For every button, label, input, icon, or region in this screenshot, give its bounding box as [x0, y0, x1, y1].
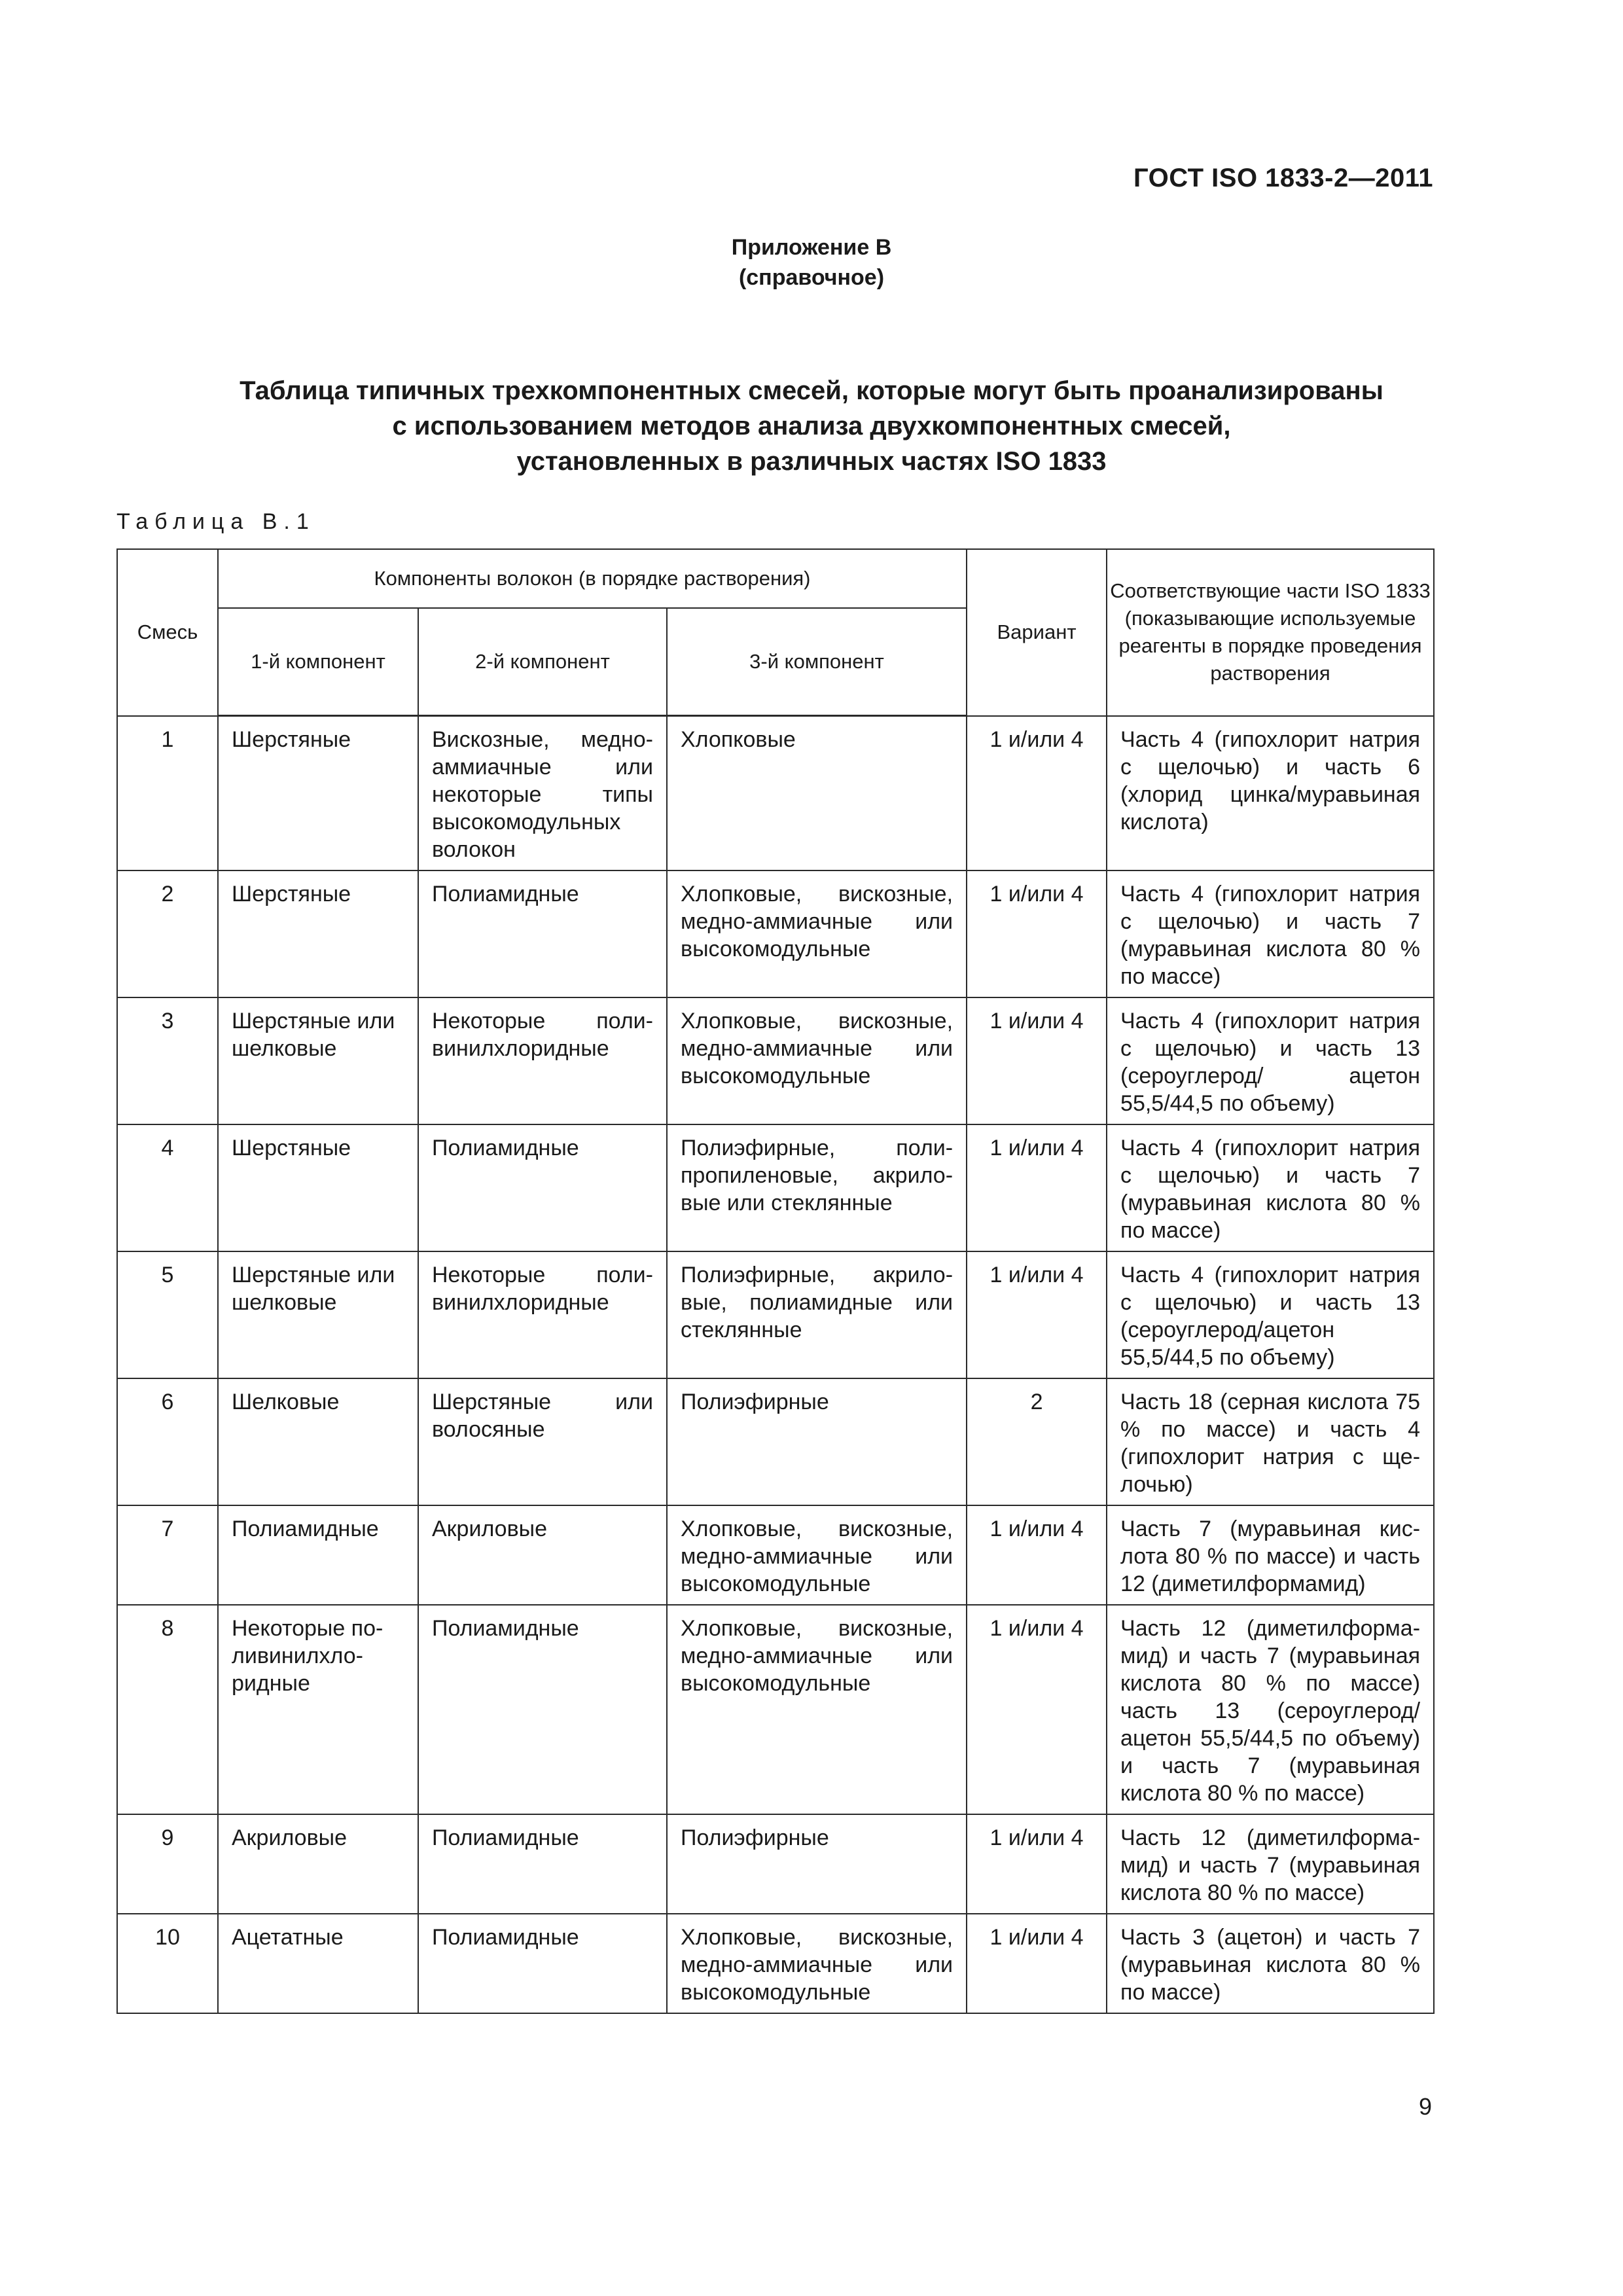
third-component-cell: Хлопковые, вискозные, медно-аммиачные или высокомодульные	[667, 1505, 967, 1605]
second-component-cell: Полиамидные	[418, 1605, 667, 1814]
table-row	[117, 1378, 1434, 1505]
second-component-cell: Полиамидные	[418, 870, 667, 997]
third-component-cell: Хлопковые, вискозные, медно-аммиачные или высокомодульные	[667, 870, 967, 997]
third-component-cell: Хлопковые, вискозные, медно-аммиачные или высокомодульные	[667, 1605, 967, 1814]
second-component-cell: Некоторые поливинилхлоридные	[418, 1251, 667, 1378]
second-component-cell: Полиамидные	[418, 1814, 667, 1914]
header-first-component: 1-й компонент	[218, 608, 418, 716]
mixture-number: 6	[117, 1378, 218, 1505]
header-third-component: 3-й компонент	[667, 608, 967, 716]
third-component-cell: Полиэфирные, полипропиленовые, акриловые или стеклянные	[667, 1124, 967, 1251]
variant-cell: 2	[967, 1378, 1107, 1505]
mixture-number: 7	[117, 1505, 218, 1605]
first-component-cell: Ацетатные	[218, 1914, 418, 2013]
header-components-group: Компоненты волокон (в порядке растворения)	[218, 549, 967, 608]
mixture-number: 5	[117, 1251, 218, 1378]
iso-parts-cell: Часть 3 (ацетон) и часть 7 (муравьиная кислота 80 % по массе)	[1107, 1914, 1434, 2013]
third-component-cell: Хлопковые, вискозные, медно-аммиачные или высокомодульные	[667, 1914, 967, 2013]
page-number: 9	[1418, 2093, 1432, 2120]
table-row	[117, 1605, 1434, 1814]
mixture-number: 8	[117, 1605, 218, 1814]
iso-parts-cell: Часть 18 (серная кислота 75 % по массе) и часть 4 (гипохлорит натрия с щелочью)	[1107, 1378, 1434, 1505]
first-component-cell: Шерстяные	[218, 870, 418, 997]
variant-cell: 1 и/или 4	[967, 1605, 1107, 1814]
first-component-cell: Шерстяные	[218, 1124, 418, 1251]
first-component-cell: Полиамидные	[218, 1505, 418, 1605]
first-component-cell: Шерстяные или шелковые	[218, 997, 418, 1124]
header-iso-parts: Соответствующие части ISO 1833 (показывающие используемые реагенты в порядке проведения растворения	[1107, 549, 1434, 716]
iso-parts-cell: Часть 4 (гипохлорит натрия с щелочью) и часть 13 (сероуглерод/ ацетон 55,5/44,5 по объему)	[1107, 997, 1434, 1124]
first-component-cell: Шелковые	[218, 1378, 418, 1505]
iso-parts-cell: Часть 7 (муравьиная кислота 80 % по массе) и часть 12 (диметилформамид)	[1107, 1505, 1434, 1605]
document-code: ГОСТ ISO 1833-2—2011	[1133, 164, 1433, 192]
table-row	[117, 997, 1434, 1124]
table-title-line-1: Таблица типичных трехкомпонентных смесей, которые могут быть проанализированы	[240, 376, 1383, 405]
third-component-cell: Полиэфирные, акриловые, полиамидные или стеклянные	[667, 1251, 967, 1378]
table-row	[117, 716, 1434, 871]
variant-cell: 1 и/или 4	[967, 716, 1107, 871]
third-component-cell: Хлопковые	[667, 716, 967, 871]
header-mixture: Смесь	[117, 549, 218, 716]
iso-parts-cell: Часть 4 (гипохлорит натрия с щелочью) и часть 7 (муравьиная кислота 80 % по массе)	[1107, 1124, 1434, 1251]
variant-cell: 1 и/или 4	[967, 1505, 1107, 1605]
first-component-cell: Шерстяные или шелковые	[218, 1251, 418, 1378]
variant-cell: 1 и/или 4	[967, 1124, 1107, 1251]
variant-cell: 1 и/или 4	[967, 1251, 1107, 1378]
first-component-cell: Акриловые	[218, 1814, 418, 1914]
third-component-cell: Хлопковые, вискозные, медно-аммиачные или высокомодульные	[667, 997, 967, 1124]
mixture-number: 2	[117, 870, 218, 997]
header-second-component: 2-й компонент	[418, 608, 667, 716]
variant-cell: 1 и/или 4	[967, 997, 1107, 1124]
table-title	[0, 373, 1623, 479]
iso-parts-cell: Часть 12 (диметилформамид) и часть 7 (муравьиная кислота 80 % по массе) часть 13 (сероуглерод/ацетон 55,5/44,5 по объему) и часть 7 (муравьиная кислота 80 % по массе)	[1107, 1605, 1434, 1814]
second-component-cell: Вискозные, медно-аммиачные или некоторые типы высокомодульных волокон	[418, 716, 667, 871]
table-row	[117, 870, 1434, 997]
first-component-cell: Шерстяные	[218, 716, 418, 871]
mixture-number: 3	[117, 997, 218, 1124]
table-number-label: Таблица В.1	[116, 509, 315, 534]
table-row	[117, 1124, 1434, 1251]
variant-cell: 1 и/или 4	[967, 1814, 1107, 1914]
iso-parts-cell: Часть 4 (гипохлорит натрия с щелочью) и часть 7 (муравьиная кислота 80 % по массе)	[1107, 870, 1434, 997]
header-variant: Вариант	[967, 549, 1107, 716]
appendix-subtitle: (справочное)	[738, 265, 885, 290]
third-component-cell: Полиэфирные	[667, 1814, 967, 1914]
table-row	[117, 1505, 1434, 1605]
appendix-title: Приложение В	[731, 235, 892, 260]
second-component-cell: Полиамидные	[418, 1914, 667, 2013]
iso-parts-cell: Часть 4 (гипохлорит натрия с щелочью) и часть 6 (хлорид цинка/муравьиная кислота)	[1107, 716, 1434, 871]
mixture-number: 4	[117, 1124, 218, 1251]
mixture-number: 1	[117, 716, 218, 871]
table-title-line-3: установленных в различных частях ISO 1833	[516, 447, 1107, 476]
mixture-number: 10	[117, 1914, 218, 2013]
third-component-cell: Полиэфирные	[667, 1378, 967, 1505]
mixtures-table	[116, 548, 1435, 2014]
table-row	[117, 1251, 1434, 1378]
iso-parts-cell: Часть 12 (диметилформамид) и часть 7 (муравьиная кислота 80 % по массе)	[1107, 1814, 1434, 1914]
table-row	[117, 1814, 1434, 1914]
variant-cell: 1 и/или 4	[967, 1914, 1107, 2013]
iso-parts-cell: Часть 4 (гипохлорит натрия с щелочью) и часть 13 (сероуглерод/ацетон 55,5/44,5 по объему)	[1107, 1251, 1434, 1378]
second-component-cell: Некоторые поливинилхлоридные	[418, 997, 667, 1124]
variant-cell: 1 и/или 4	[967, 870, 1107, 997]
second-component-cell: Полиамидные	[418, 1124, 667, 1251]
table-row	[117, 1914, 1434, 2013]
appendix-heading	[0, 232, 1623, 293]
table-title-line-2: с использованием методов анализа двухкомпонентных смесей,	[392, 412, 1231, 440]
second-component-cell: Шерстяные или волосяные	[418, 1378, 667, 1505]
first-component-cell: Некоторые поливинилхлоридные	[218, 1605, 418, 1814]
mixture-number: 9	[117, 1814, 218, 1914]
second-component-cell: Акриловые	[418, 1505, 667, 1605]
